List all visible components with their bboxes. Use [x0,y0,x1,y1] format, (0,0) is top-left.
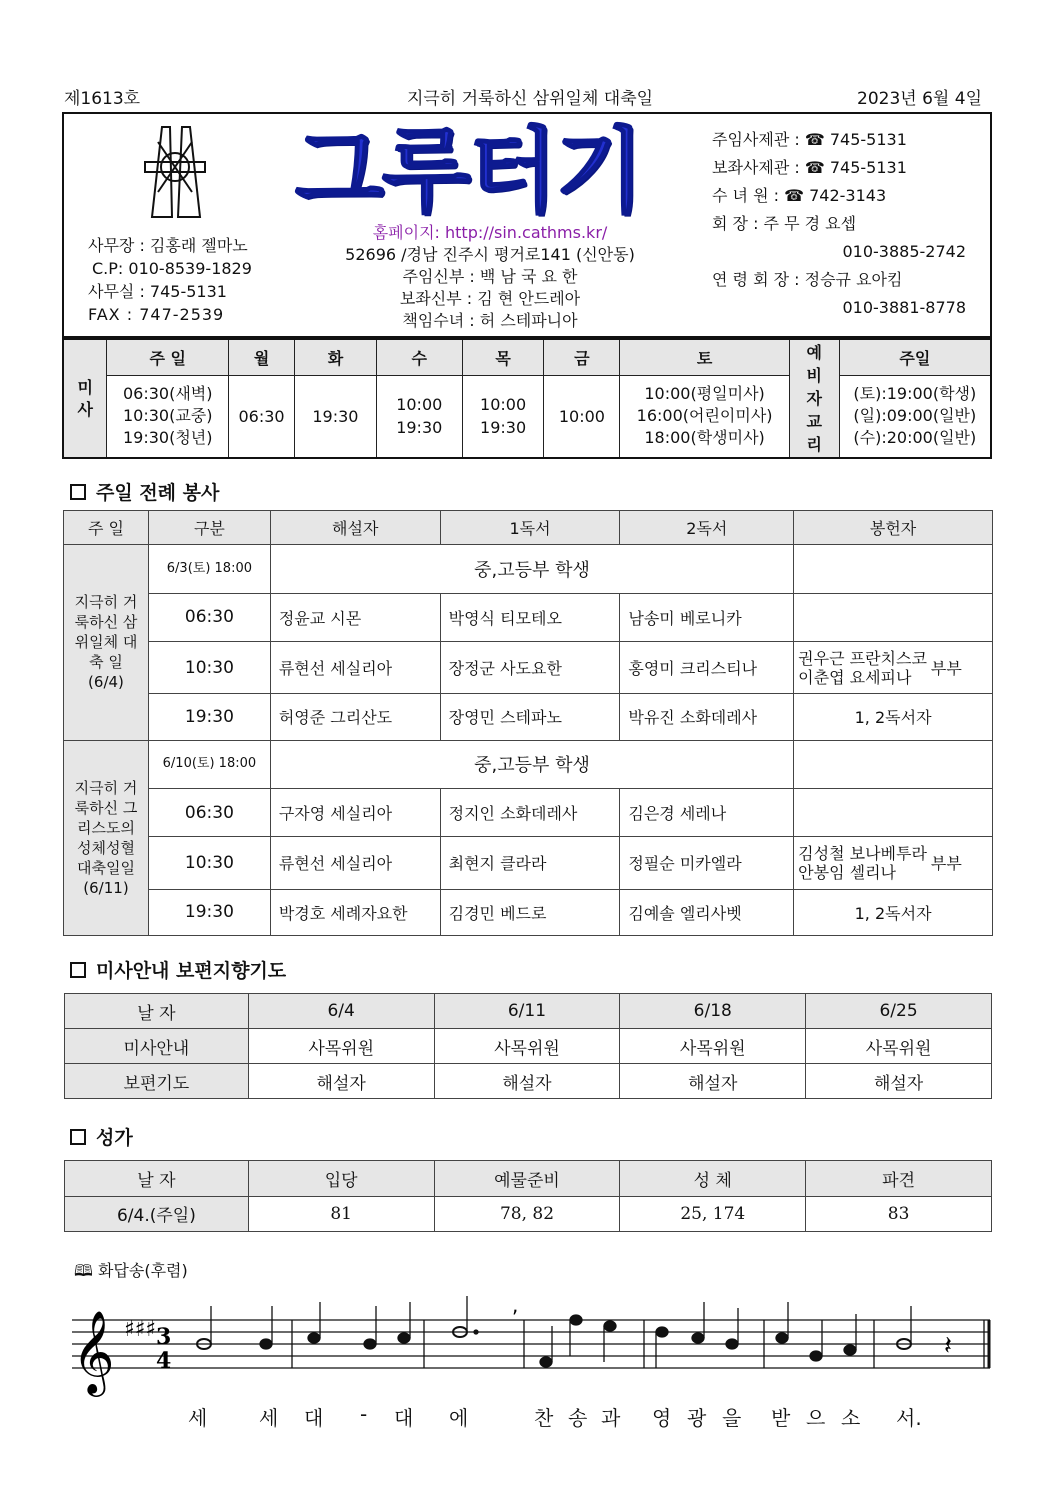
hymns-header-row: 날 자 입당 예물준비 성 체 파견 [65,1161,992,1197]
checkbox-square-icon [70,1129,86,1145]
svg-text:,: , [512,1293,519,1317]
col-commentator: 해설자 [270,511,440,545]
fri-time: 10:00 [544,375,620,458]
week2-sat-time: 6/10(토) 18:00 [148,740,270,788]
col-tue: 화 [295,339,377,375]
week2-sat-group: 중,고등부 학생 [270,740,793,788]
assistant-priest: 보좌신부 : 김 현 안드레아 [399,289,581,308]
mass-row-label: 미사 [63,339,107,458]
homepage-link[interactable]: 홈페이지: http://sin.cathms.kr/ [372,223,608,242]
col-reading2: 2독서 [620,511,794,545]
parish-address: 52696 /경남 진주시 평거로141 (신안동) [345,245,635,264]
week1-sat-offerers [794,545,993,593]
issue-date: 2023년 6월 4일 [857,89,982,109]
liturgy-table [63,510,993,936]
week2-label: 지극히 거룩하신 그리스도의 성체성혈 대축일일 (6/11) [64,740,149,935]
table-row: 06:30 정윤교 시몬 박영식 티모테오 남송미 베로니카 [64,593,993,641]
col-category: 구분 [148,511,270,545]
col-fri: 금 [544,339,620,375]
checkbox-square-icon [70,484,86,500]
office-manager: 사무장 : 김홍래 젤마노 [88,236,248,255]
wed-times: 10:00 19:30 [376,375,462,458]
sunday-times: 06:30(새벽) 10:30(교중) 19:30(청년) [107,375,229,458]
hymns-table [64,1160,992,1232]
feast-title: 지극히 거룩하신 삼위일체 대축일 [406,89,654,109]
svg-text:𝄞: 𝄞 [72,1309,115,1393]
col-offerers: 봉헌자 [794,511,993,545]
office-info [88,234,252,326]
col-wed: 수 [376,339,462,375]
psalm-title: 🕮 화답송(후렴) [74,1261,188,1280]
psalm-lyrics: 세 세 대 - 대 에 찬 송 과 영 광 을 받 으 소 서. [188,1402,922,1430]
table-row: 06:30 구자영 세실리아 정지인 소화데레사 김은경 세레나 [64,788,993,836]
rectory-phone: 주임사제관 : ☎ 745-5131 [712,130,907,149]
svg-text:4: 4 [156,1348,172,1374]
office-phone: 사무실 : 745-5131 [88,282,227,301]
table-row: 19:30 허영준 그리산도 장영민 스테파노 박유진 소화데레사 1, 2독서자 [64,694,993,740]
mass-schedule-table [62,338,992,459]
table-row: 10:30 류현선 세실리아 최현지 클라라 정필순 미카엘라 김성철 보나베투라 안봉임 셀리나 부부 [64,837,993,889]
catechumen-label: 예비자교리 [789,339,839,458]
pastor: 주임신부 : 백 남 국 요 한 [402,267,578,286]
tue-time: 19:30 [295,375,377,458]
table-row: 19:30 박경호 세례자요한 김경민 베드로 김예솔 엘리사벳 1, 2독서자 [64,889,993,935]
col-mon: 월 [229,339,295,375]
table-row: 10:30 류현선 세실리아 장정군 사도요한 홍영미 크리스티나 권우근 프란치스코 이춘엽 요세피나 부부 [64,641,993,693]
week2-sat-offerers [794,740,993,788]
elders-president: 연 령 회 장 : 정승규 요아킴 [712,270,903,289]
col-reading1: 1독서 [440,511,620,545]
week1-sat-time: 6/3(토) 18:00 [148,545,270,593]
sat-times: 10:00(평일미사) 16:00(어린이미사) 18:00(학생미사) [620,375,790,458]
col-class-sunday: 주일 [839,339,991,375]
assistant-rectory-phone: 보좌사제관 : ☎ 745-5131 [712,158,907,177]
open-book-icon: 🕮 [74,1261,93,1280]
parish-emblem-icon [140,122,210,222]
guide-header-row: 날 자 6/4 6/11 6/18 6/25 [65,994,992,1029]
newsletter-logo: 그루터기 [295,118,643,225]
col-sat: 토 [620,339,790,375]
col-sunday: 주 일 [64,511,149,545]
convent-phone: 수 녀 원 : ☎ 742-3143 [712,186,887,205]
issue-number: 제1613호 [64,89,141,109]
svg-text:3: 3 [156,1324,172,1350]
thu-times: 10:00 19:30 [462,375,544,458]
contact-info [712,126,982,322]
sister: 책임수녀 : 허 스테파니아 [402,311,578,330]
hymns-section-title: 성가 [70,1123,133,1150]
office-cellphone: C.P: 010-8539-1829 [92,259,252,278]
week1-label: 지극히 거룩하신 삼위일체 대 축 일 (6/4) [64,545,149,740]
elders-president-phone: 010-3881-8778 [842,298,966,317]
col-sunday: 주 일 [107,339,229,375]
table-row: 보편기도 해설자 해설자 해설자 해설자 [65,1064,992,1099]
checkbox-square-icon [70,962,86,978]
guide-section-title: 미사안내 보편지향기도 [70,956,286,983]
mon-time: 06:30 [229,375,295,458]
catechism-times: (토):19:00(학생) (일):09:00(일반) (수):20:00(일반) [839,375,991,458]
president: 회 장 : 주 무 경 요셉 [712,214,857,233]
col-thu: 목 [462,339,544,375]
music-staff [64,1290,994,1400]
president-phone: 010-3885-2742 [842,242,966,261]
table-row: 6/4.(주일) 81 78, 82 25, 174 83 [65,1196,992,1232]
guide-table [64,993,992,1099]
parish-info [300,222,680,332]
liturgy-section-title: 주일 전례 봉사 [70,478,219,505]
office-fax: FAX : 747-2539 [88,305,225,324]
table-row: 미사안내 사목위원 사목위원 사목위원 사목위원 [65,1029,992,1064]
svg-text:♯♯♯: ♯♯♯ [124,1317,156,1342]
svg-text:𝄽: 𝄽 [944,1331,952,1361]
week1-sat-group: 중,고등부 학생 [270,545,793,593]
